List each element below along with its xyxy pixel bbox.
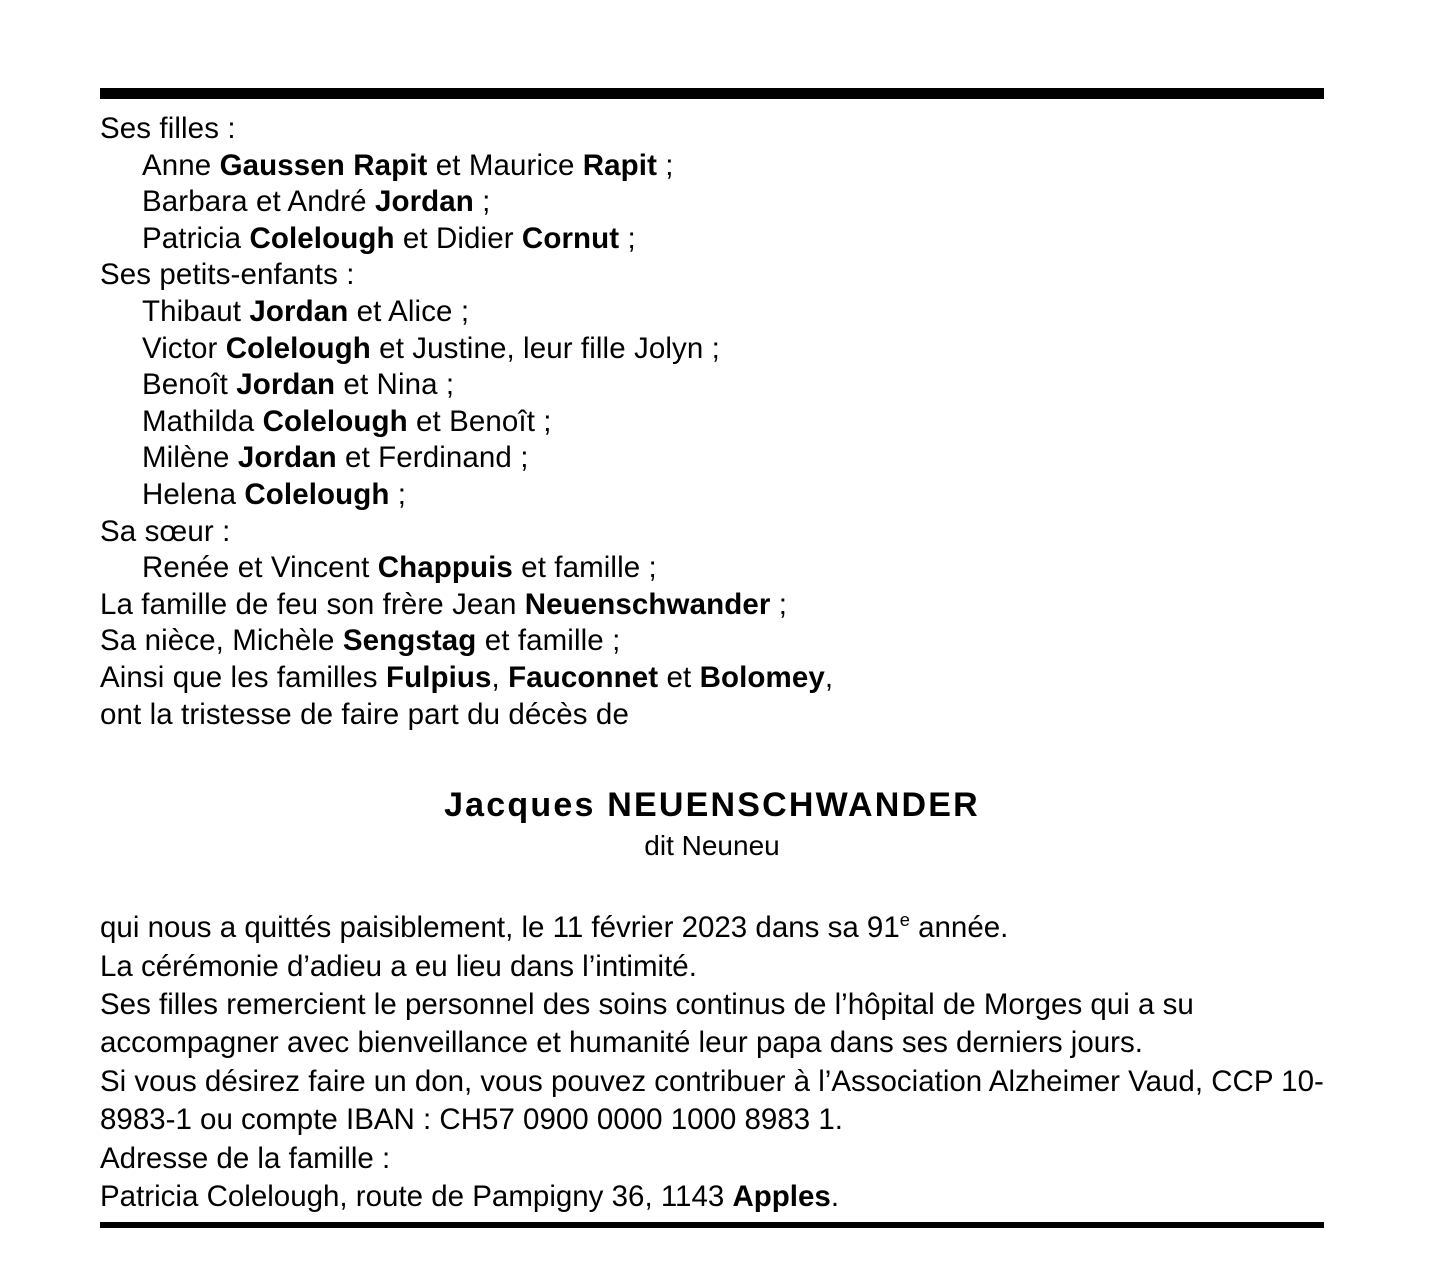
text-run: Adresse de la famille : [100,1141,391,1175]
family-entry [100,404,1324,441]
name-bold: Jordan [237,441,337,475]
text-run: et Ferdinand ; [336,441,529,475]
text-run: Victor [142,331,226,365]
text-run: Benoît [142,368,237,402]
top-rule [100,88,1324,99]
name-bold: Colelough [249,221,395,255]
name-bold: Colelough [225,331,371,365]
text-run: et Justine, leur fille Jolyn ; [370,331,720,365]
closing-line [100,986,1324,1063]
closing-line [100,948,1324,986]
family-entry [100,184,1324,221]
text-run: qui nous a quittés paisiblement, le 11 février 2023 dans sa 91 [100,911,900,945]
family-entry [100,697,1324,734]
family-sections [100,111,1324,587]
text-run: e [899,909,910,931]
text-run: ; [770,587,788,621]
name-bold: Chappuis [377,551,513,585]
text-run: Thibaut [142,294,250,328]
text-run: et [658,660,700,694]
text-run: Barbara et André [142,185,375,219]
text-run: . [830,1179,840,1213]
text-run: Anne [142,148,220,182]
text-run: La cérémonie d’adieu a eu lieu dans l’intimité. [100,949,697,983]
text-run: et Nina ; [335,368,455,402]
name-bold: Bolomey [699,660,825,694]
name-bold: Fulpius [385,660,492,694]
name-bold: Jordan [249,294,349,328]
name-bold: Apples [732,1179,831,1213]
text-run: ; [619,221,636,255]
family-entry [100,440,1324,477]
name-bold: Cornut [521,221,620,255]
name-bold: Rapit [582,148,658,182]
deceased-name: Jacques NEUENSCHWANDER [444,786,980,825]
text-run: ; [657,148,674,182]
text-run: ont la tristesse de faire part du décès de [100,697,629,731]
text-run: Helena [142,477,245,511]
name-bold: Colelough [262,404,408,438]
name-bold: Jordan [374,185,474,219]
family-entry [100,587,1324,624]
text-run: Sa nièce, Michèle [100,624,343,658]
family-entry [100,623,1324,660]
name-bold: Sengstag [342,624,477,658]
text-run: Ainsi que les familles [100,660,386,694]
section-heading: Ses petits-enfants : [100,258,355,292]
closing-line [100,1178,1324,1216]
family-listing [100,99,1324,733]
name-bold: Colelough [244,477,390,511]
text-run: Mathilda [142,404,263,438]
family-entry [100,660,1324,697]
name-bold: Jordan [236,368,336,402]
text-run: Ses filles remercient le personnel des soins continus de l’hôpital de Morges qui a su accompagner avec bienveillance et humanité leur papa dans ses derniers jours. [100,987,1194,1060]
section-heading: Sa sœur : [100,514,231,548]
closing-line [100,1140,1324,1178]
text-run: La famille de feu son frère Jean [100,587,525,621]
text-run: , [491,660,509,694]
bottom-rule [100,1222,1324,1228]
text-run: et famille ; [512,551,657,585]
family-entry [100,331,1324,368]
text-run: ; [473,185,491,219]
text-run: Patricia [142,221,250,255]
family-extra-lines [100,587,1324,733]
family-entry [100,367,1324,404]
closing-text [100,909,1324,1216]
text-run: Patricia Colelough, route de Pampigny 36, 1143 [100,1179,733,1213]
family-entry [100,550,1324,587]
death-notice [100,88,1324,1228]
deceased-block [100,785,1324,865]
text-run: ; [389,477,407,511]
family-entry [100,294,1324,331]
family-entry [100,221,1324,258]
name-bold: Gaussen Rapit [219,148,428,182]
deceased-alias: dit Neuneu [644,830,780,862]
text-run: et Maurice [427,148,583,182]
text-run: Renée et Vincent [142,551,378,585]
name-bold: Neuenschwander [524,587,771,621]
text-run: Si vous désirez faire un don, vous pouvez contribuer à l’Association Alzheimer Vaud, CCP 10-8983-1 ou compte IBAN : CH57 0900 0000 1000 8983 1. [100,1064,1324,1137]
text-run: , [824,660,834,694]
name-bold: Fauconnet [508,660,659,694]
text-run: Milène [142,441,238,475]
text-run: et famille ; [476,624,621,658]
closing-line [100,1063,1324,1140]
text-run: et Didier [394,221,522,255]
closing-lines [100,909,1324,1216]
section-heading: Ses filles : [100,112,236,145]
text-run: année. [909,911,1009,945]
closing-line [100,909,1324,947]
text-run: et Benoît ; [407,404,552,438]
text-run: et Alice ; [348,294,470,328]
family-entry [100,148,1324,185]
family-entry [100,477,1324,514]
